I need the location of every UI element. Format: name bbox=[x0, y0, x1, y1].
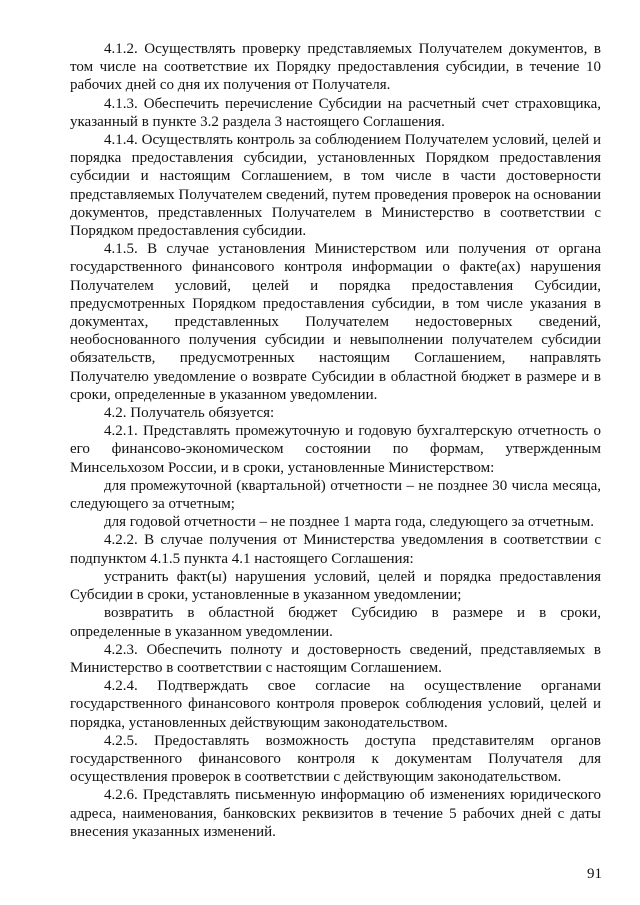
page-number: 91 bbox=[587, 866, 602, 882]
document-body bbox=[70, 40, 601, 841]
paragraph-4-1-3: 4.1.3. Обеспечить перечисление Субсидии на расчетный счет страховщика, указанный в пункте 3.2 раздела 3 настоящего Соглашения. bbox=[70, 95, 601, 130]
paragraph-4-2-5: 4.2.5. Предоставлять возможность доступа представителям органов государственного финансового контроля к документам Получателя для осуществления проверок в соответствии с действующим законодательством. bbox=[70, 732, 601, 786]
paragraph-4-1-5: 4.1.5. В случае установления Министерством или получения от органа государственного финансового контроля информации о факте(ах) нарушения Получателем условий, целей и порядка предоставления Субсидии, предусмотренных Порядком предоставления субсидии, в том числе указания в документах, представленных Получателем недостоверных сведений, необоснованного получения субсидии и невыполнении получателем субсидии обязательств, предусмотренных настоящим Соглашением, направлять Получателю уведомление о возврате Субсидии в областной бюджет в размере и в сроки, определенные в указанном уведомлении. bbox=[70, 241, 601, 403]
paragraph-4-2-1: 4.2.1. Представлять промежуточную и годовую бухгалтерскую отчетность о его финансово-экономическом состоянии по формам, утвержденным Минсельхозом России, и в сроки, установленные Министерством: bbox=[70, 423, 601, 476]
paragraph-4-2-3: 4.2.3. Обеспечить полноту и достоверность сведений, представляемых в Министерство в соответствии с настоящим Соглашением. bbox=[70, 641, 601, 676]
paragraph-4-2: 4.2. Получатель обязуется: bbox=[104, 405, 275, 422]
paragraph-return-subsidy: возвратить в областной бюджет Субсидию в размере и в сроки, определенные в указанном уведомлении. bbox=[70, 605, 601, 640]
paragraph-4-1-2: 4.1.2. Осуществлять проверку представляемых Получателем документов, в том числе на соответствие их Порядку предоставления субсидии, в течение 10 рабочих дней со дня их получения от Получателя. bbox=[70, 41, 601, 94]
paragraph-quarterly-reporting: для промежуточной (квартальной) отчетности – не позднее 30 числа месяца, следующего за отчетным; bbox=[70, 477, 601, 513]
paragraph-eliminate-violations: устранить факт(ы) нарушения условий, целей и порядка предоставления Субсидии в сроки, установленные в указанном уведомлении; bbox=[70, 568, 601, 604]
paragraph-4-2-6: 4.2.6. Представлять письменную информацию об изменениях юридического адреса, наименования, банковских реквизитов в течение 5 рабочих дней с даты внесения указанных изменений. bbox=[70, 787, 601, 840]
paragraph-4-1-4: 4.1.4. Осуществлять контроль за соблюдением Получателем условий, целей и порядка предоставления субсидии, установленных Порядком предоставления субсидии и настоящим Соглашением, в том числе в части достоверности представляемых Получателем сведений, путем проведения проверок на основании документов, представленных Получателем в Министерство в соответствии с Порядком предоставления субсидии. bbox=[70, 132, 601, 240]
paragraph-annual-reporting: для годовой отчетности – не позднее 1 марта года, следующего за отчетным. bbox=[104, 514, 594, 531]
paragraph-4-2-4: 4.2.4. Подтверждать свое согласие на осуществление органами государственного финансового контроля проверок соблюдения условий, целей и порядка, установленных действующим законодательством. bbox=[70, 678, 601, 731]
paragraph-4-2-2: 4.2.2. В случае получения от Министерства уведомления в соответствии с подпунктом 4.1.5 пункта 4.1 настоящего Соглашения: bbox=[70, 532, 601, 567]
